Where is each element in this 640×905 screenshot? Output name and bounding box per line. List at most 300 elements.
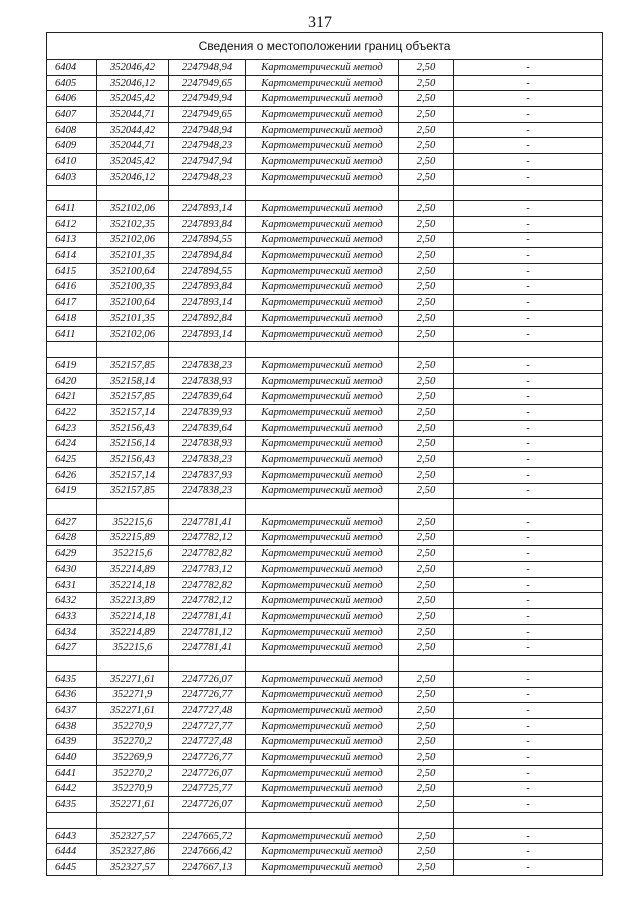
coord-x: 352156,43 <box>97 452 169 468</box>
point-number: 6431 <box>47 577 97 593</box>
coord-y: 2247838,93 <box>169 436 246 452</box>
method: Картометрический метод <box>246 91 399 107</box>
accuracy: 2,50 <box>399 389 454 405</box>
coord-y: 2247726,07 <box>169 671 246 687</box>
coord-x: 352157,85 <box>97 358 169 374</box>
method: Картометрический метод <box>246 122 399 138</box>
method: Картометрический метод <box>246 624 399 640</box>
coord-x: 352157,85 <box>97 483 169 499</box>
coord-y: 2247838,23 <box>169 358 246 374</box>
point-number: 6443 <box>47 828 97 844</box>
empty-cell <box>399 656 454 672</box>
point-number: 6438 <box>47 718 97 734</box>
coord-y: 2247725,77 <box>169 781 246 797</box>
table-row <box>47 154 603 170</box>
table-row <box>47 609 603 625</box>
group-separator-row <box>47 813 603 829</box>
point-number: 6428 <box>47 530 97 546</box>
coord-y: 2247949,65 <box>169 75 246 91</box>
point-number: 6440 <box>47 750 97 766</box>
table-row <box>47 405 603 421</box>
coord-y: 2247948,94 <box>169 60 246 76</box>
coord-y: 2247838,23 <box>169 452 246 468</box>
coord-x: 352101,35 <box>97 311 169 327</box>
note: - <box>454 91 603 107</box>
table-row <box>47 263 603 279</box>
table-row <box>47 467 603 483</box>
note: - <box>454 624 603 640</box>
method: Картометрический метод <box>246 750 399 766</box>
coord-x: 352046,12 <box>97 169 169 185</box>
accuracy: 2,50 <box>399 279 454 295</box>
note: - <box>454 75 603 91</box>
point-number: 6435 <box>47 797 97 813</box>
accuracy: 2,50 <box>399 248 454 264</box>
coord-x: 352157,14 <box>97 405 169 421</box>
coord-x: 352102,06 <box>97 201 169 217</box>
method: Картометрический метод <box>246 138 399 154</box>
method: Картометрический метод <box>246 452 399 468</box>
method: Картометрический метод <box>246 75 399 91</box>
point-number: 6444 <box>47 844 97 860</box>
accuracy: 2,50 <box>399 577 454 593</box>
table-row <box>47 420 603 436</box>
method: Картометрический метод <box>246 734 399 750</box>
table-row <box>47 373 603 389</box>
table-row <box>47 860 603 876</box>
note: - <box>454 60 603 76</box>
table-row <box>47 844 603 860</box>
empty-cell <box>246 656 399 672</box>
coord-x: 352157,85 <box>97 389 169 405</box>
table-row <box>47 562 603 578</box>
table-row <box>47 91 603 107</box>
point-number: 6423 <box>47 420 97 436</box>
table-row <box>47 828 603 844</box>
accuracy: 2,50 <box>399 75 454 91</box>
table-row <box>47 483 603 499</box>
point-number: 6445 <box>47 860 97 876</box>
table-title: Сведения о местоположении границ объекта <box>47 33 603 60</box>
point-number: 6408 <box>47 122 97 138</box>
point-number: 6442 <box>47 781 97 797</box>
note: - <box>454 405 603 421</box>
method: Картометрический метод <box>246 860 399 876</box>
point-number: 6405 <box>47 75 97 91</box>
empty-cell <box>47 499 97 515</box>
note: - <box>454 671 603 687</box>
point-number: 6407 <box>47 107 97 123</box>
boundary-coordinates-table <box>46 32 603 876</box>
coord-y: 2247949,65 <box>169 107 246 123</box>
coord-y: 2247726,07 <box>169 797 246 813</box>
point-number: 6439 <box>47 734 97 750</box>
method: Картометрический метод <box>246 295 399 311</box>
table-row <box>47 122 603 138</box>
method: Картометрический метод <box>246 844 399 860</box>
note: - <box>454 263 603 279</box>
accuracy: 2,50 <box>399 546 454 562</box>
empty-cell <box>97 185 169 201</box>
point-number: 6415 <box>47 263 97 279</box>
accuracy: 2,50 <box>399 797 454 813</box>
note: - <box>454 295 603 311</box>
coord-x: 352214,89 <box>97 562 169 578</box>
coord-y: 2247726,77 <box>169 687 246 703</box>
group-separator-row <box>47 499 603 515</box>
accuracy: 2,50 <box>399 703 454 719</box>
coord-y: 2247781,41 <box>169 640 246 656</box>
method: Картометрический метод <box>246 828 399 844</box>
point-number: 6403 <box>47 169 97 185</box>
note: - <box>454 514 603 530</box>
point-number: 6422 <box>47 405 97 421</box>
table-row <box>47 389 603 405</box>
coord-y: 2247781,12 <box>169 624 246 640</box>
table-row <box>47 546 603 562</box>
method: Картометрический метод <box>246 420 399 436</box>
coord-y: 2247948,23 <box>169 138 246 154</box>
accuracy: 2,50 <box>399 828 454 844</box>
coord-y: 2247893,84 <box>169 216 246 232</box>
coord-y: 2247837,93 <box>169 467 246 483</box>
note: - <box>454 389 603 405</box>
coord-x: 352270,9 <box>97 781 169 797</box>
point-number: 6421 <box>47 389 97 405</box>
method: Картометрический метод <box>246 593 399 609</box>
empty-cell <box>246 342 399 358</box>
empty-cell <box>169 656 246 672</box>
method: Картометрический метод <box>246 405 399 421</box>
coord-x: 352270,2 <box>97 765 169 781</box>
accuracy: 2,50 <box>399 624 454 640</box>
point-number: 6427 <box>47 514 97 530</box>
note: - <box>454 577 603 593</box>
coord-x: 352269,9 <box>97 750 169 766</box>
point-number: 6417 <box>47 295 97 311</box>
coord-y: 2247894,55 <box>169 263 246 279</box>
accuracy: 2,50 <box>399 844 454 860</box>
accuracy: 2,50 <box>399 593 454 609</box>
empty-cell <box>47 342 97 358</box>
table-row <box>47 248 603 264</box>
table-row <box>47 640 603 656</box>
coord-x: 352156,14 <box>97 436 169 452</box>
coord-y: 2247947,94 <box>169 154 246 170</box>
coord-y: 2247782,82 <box>169 546 246 562</box>
table-row <box>47 797 603 813</box>
empty-cell <box>169 499 246 515</box>
note: - <box>454 201 603 217</box>
method: Картометрический метод <box>246 248 399 264</box>
accuracy: 2,50 <box>399 860 454 876</box>
table-row <box>47 232 603 248</box>
coord-y: 2247727,77 <box>169 718 246 734</box>
coord-y: 2247893,14 <box>169 201 246 217</box>
note: - <box>454 562 603 578</box>
coord-y: 2247894,55 <box>169 232 246 248</box>
accuracy: 2,50 <box>399 358 454 374</box>
group-separator-row <box>47 656 603 672</box>
accuracy: 2,50 <box>399 295 454 311</box>
empty-cell <box>169 185 246 201</box>
accuracy: 2,50 <box>399 405 454 421</box>
method: Картометрический метод <box>246 154 399 170</box>
accuracy: 2,50 <box>399 107 454 123</box>
accuracy: 2,50 <box>399 311 454 327</box>
coord-x: 352215,89 <box>97 530 169 546</box>
point-number: 6433 <box>47 609 97 625</box>
empty-cell <box>169 813 246 829</box>
note: - <box>454 483 603 499</box>
coord-x: 352214,18 <box>97 577 169 593</box>
method: Картометрический метод <box>246 687 399 703</box>
empty-cell <box>97 499 169 515</box>
accuracy: 2,50 <box>399 420 454 436</box>
note: - <box>454 436 603 452</box>
table-row <box>47 107 603 123</box>
method: Картометрический метод <box>246 671 399 687</box>
note: - <box>454 750 603 766</box>
empty-cell <box>454 342 603 358</box>
table-row <box>47 75 603 91</box>
note: - <box>454 860 603 876</box>
coord-x: 352214,89 <box>97 624 169 640</box>
coord-x: 352327,57 <box>97 860 169 876</box>
coord-x: 352100,64 <box>97 295 169 311</box>
method: Картометрический метод <box>246 107 399 123</box>
method: Картометрический метод <box>246 232 399 248</box>
accuracy: 2,50 <box>399 530 454 546</box>
coord-y: 2247665,72 <box>169 828 246 844</box>
table-row <box>47 577 603 593</box>
coord-x: 352156,43 <box>97 420 169 436</box>
empty-cell <box>246 499 399 515</box>
note: - <box>454 765 603 781</box>
accuracy: 2,50 <box>399 750 454 766</box>
note: - <box>454 311 603 327</box>
coord-x: 352102,35 <box>97 216 169 232</box>
coord-x: 352271,61 <box>97 671 169 687</box>
coord-x: 352157,14 <box>97 467 169 483</box>
accuracy: 2,50 <box>399 232 454 248</box>
accuracy: 2,50 <box>399 326 454 342</box>
coord-y: 2247892,84 <box>169 311 246 327</box>
method: Картометрический метод <box>246 640 399 656</box>
method: Картометрический метод <box>246 358 399 374</box>
empty-cell <box>454 499 603 515</box>
method: Картометрический метод <box>246 389 399 405</box>
method: Картометрический метод <box>246 781 399 797</box>
table-row <box>47 750 603 766</box>
method: Картометрический метод <box>246 609 399 625</box>
method: Картометрический метод <box>246 311 399 327</box>
accuracy: 2,50 <box>399 138 454 154</box>
accuracy: 2,50 <box>399 609 454 625</box>
point-number: 6426 <box>47 467 97 483</box>
method: Картометрический метод <box>246 216 399 232</box>
coord-x: 352215,6 <box>97 640 169 656</box>
method: Картометрический метод <box>246 577 399 593</box>
empty-cell <box>97 656 169 672</box>
note: - <box>454 279 603 295</box>
coord-y: 2247948,23 <box>169 169 246 185</box>
table-row <box>47 326 603 342</box>
empty-cell <box>97 342 169 358</box>
table-row <box>47 295 603 311</box>
note: - <box>454 546 603 562</box>
method: Картометрический метод <box>246 201 399 217</box>
empty-cell <box>454 813 603 829</box>
coord-y: 2247893,14 <box>169 326 246 342</box>
coord-x: 352100,64 <box>97 263 169 279</box>
accuracy: 2,50 <box>399 452 454 468</box>
table-row <box>47 60 603 76</box>
coord-y: 2247726,77 <box>169 750 246 766</box>
point-number: 6414 <box>47 248 97 264</box>
accuracy: 2,50 <box>399 91 454 107</box>
note: - <box>454 154 603 170</box>
point-number: 6425 <box>47 452 97 468</box>
method: Картометрический метод <box>246 514 399 530</box>
note: - <box>454 326 603 342</box>
coord-y: 2247782,12 <box>169 530 246 546</box>
coord-y: 2247782,12 <box>169 593 246 609</box>
method: Картометрический метод <box>246 169 399 185</box>
method: Картометрический метод <box>246 263 399 279</box>
point-number: 6434 <box>47 624 97 640</box>
point-number: 6419 <box>47 358 97 374</box>
empty-cell <box>97 813 169 829</box>
accuracy: 2,50 <box>399 436 454 452</box>
coord-x: 352271,61 <box>97 703 169 719</box>
coord-x: 352044,42 <box>97 122 169 138</box>
accuracy: 2,50 <box>399 201 454 217</box>
table-row <box>47 436 603 452</box>
empty-cell <box>454 656 603 672</box>
table-row <box>47 718 603 734</box>
empty-cell <box>47 656 97 672</box>
point-number: 6416 <box>47 279 97 295</box>
coord-x: 352271,9 <box>97 687 169 703</box>
note: - <box>454 828 603 844</box>
coord-y: 2247893,14 <box>169 295 246 311</box>
point-number: 6441 <box>47 765 97 781</box>
accuracy: 2,50 <box>399 514 454 530</box>
page-number: 317 <box>308 14 332 31</box>
empty-cell <box>169 342 246 358</box>
method: Картометрический метод <box>246 718 399 734</box>
point-number: 6424 <box>47 436 97 452</box>
point-number: 6418 <box>47 311 97 327</box>
method: Картометрический метод <box>246 530 399 546</box>
accuracy: 2,50 <box>399 687 454 703</box>
point-number: 6411 <box>47 201 97 217</box>
point-number: 6410 <box>47 154 97 170</box>
method: Картометрический метод <box>246 373 399 389</box>
empty-cell <box>454 185 603 201</box>
coord-x: 352215,6 <box>97 514 169 530</box>
coord-x: 352102,06 <box>97 232 169 248</box>
group-separator-row <box>47 342 603 358</box>
point-number: 6406 <box>47 91 97 107</box>
coord-x: 352271,61 <box>97 797 169 813</box>
note: - <box>454 169 603 185</box>
accuracy: 2,50 <box>399 562 454 578</box>
note: - <box>454 107 603 123</box>
coord-y: 2247781,41 <box>169 514 246 530</box>
table-row <box>47 624 603 640</box>
group-separator-row <box>47 185 603 201</box>
accuracy: 2,50 <box>399 765 454 781</box>
accuracy: 2,50 <box>399 373 454 389</box>
coord-y: 2247666,42 <box>169 844 246 860</box>
coord-y: 2247949,94 <box>169 91 246 107</box>
coord-y: 2247839,64 <box>169 420 246 436</box>
method: Картометрический метод <box>246 436 399 452</box>
coord-x: 352270,2 <box>97 734 169 750</box>
accuracy: 2,50 <box>399 60 454 76</box>
table-row <box>47 703 603 719</box>
method: Картометрический метод <box>246 326 399 342</box>
method: Картометрический метод <box>246 60 399 76</box>
empty-cell <box>399 342 454 358</box>
method: Картометрический метод <box>246 797 399 813</box>
point-number: 6412 <box>47 216 97 232</box>
point-number: 6437 <box>47 703 97 719</box>
empty-cell <box>246 185 399 201</box>
note: - <box>454 373 603 389</box>
coord-x: 352327,57 <box>97 828 169 844</box>
point-number: 6411 <box>47 326 97 342</box>
table-row <box>47 734 603 750</box>
method: Картометрический метод <box>246 279 399 295</box>
coord-y: 2247839,64 <box>169 389 246 405</box>
table-title-row <box>47 33 603 60</box>
method: Картометрический метод <box>246 765 399 781</box>
accuracy: 2,50 <box>399 734 454 750</box>
note: - <box>454 687 603 703</box>
method: Картометрический метод <box>246 483 399 499</box>
point-number: 6429 <box>47 546 97 562</box>
empty-cell <box>399 185 454 201</box>
note: - <box>454 640 603 656</box>
coord-x: 352327,86 <box>97 844 169 860</box>
note: - <box>454 122 603 138</box>
table-row <box>47 765 603 781</box>
accuracy: 2,50 <box>399 718 454 734</box>
note: - <box>454 781 603 797</box>
empty-cell <box>47 813 97 829</box>
point-number: 6430 <box>47 562 97 578</box>
method: Картометрический метод <box>246 562 399 578</box>
table-row <box>47 687 603 703</box>
empty-cell <box>47 185 97 201</box>
coord-x: 352044,71 <box>97 107 169 123</box>
accuracy: 2,50 <box>399 216 454 232</box>
note: - <box>454 452 603 468</box>
table-row <box>47 279 603 295</box>
empty-cell <box>399 813 454 829</box>
note: - <box>454 593 603 609</box>
note: - <box>454 530 603 546</box>
coord-x: 352213,89 <box>97 593 169 609</box>
note: - <box>454 420 603 436</box>
note: - <box>454 358 603 374</box>
point-number: 6427 <box>47 640 97 656</box>
coord-y: 2247667,13 <box>169 860 246 876</box>
point-number: 6409 <box>47 138 97 154</box>
